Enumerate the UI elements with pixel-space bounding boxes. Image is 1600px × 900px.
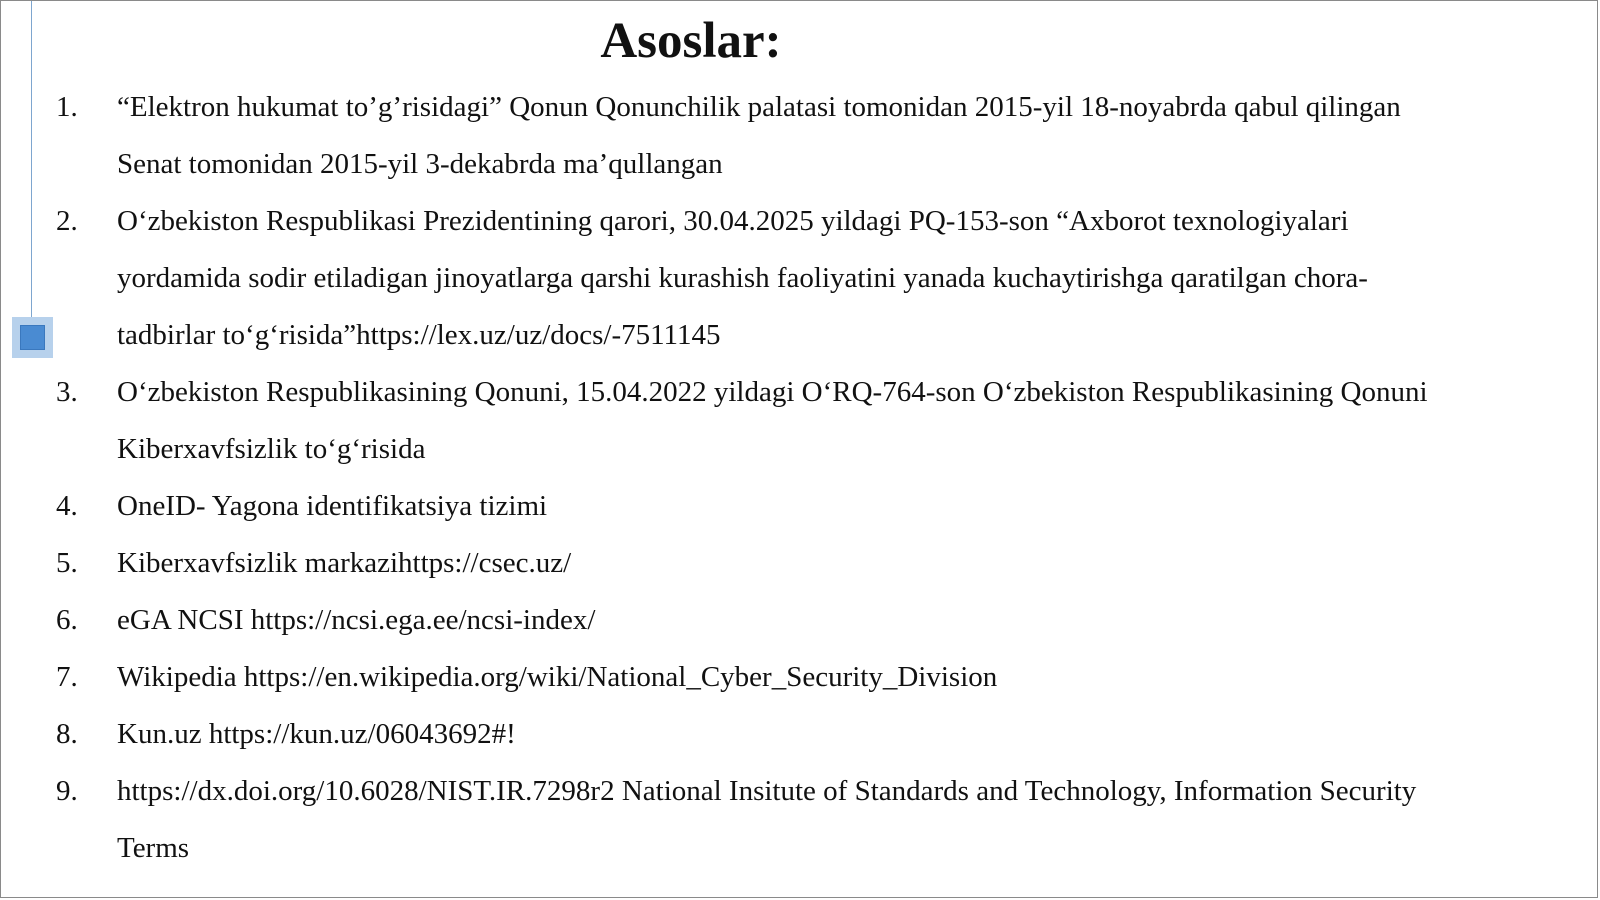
list-item-line: Terms <box>117 832 190 864</box>
list-item-text <box>117 763 1556 877</box>
list-item-line: OneID- Yagona identifikatsiya tizimi <box>117 490 548 522</box>
slide-title: Asoslar: <box>600 13 782 69</box>
list-item-number: 3. <box>56 376 78 408</box>
list-item <box>56 649 1556 706</box>
list-item-link-line[interactable]: eGA NCSI https://ncsi.ega.ee/ncsi-index/ <box>117 604 596 636</box>
list-item-link-line[interactable]: Kun.uz https://kun.uz/06043692#! <box>117 718 516 750</box>
list-item-text <box>117 79 1556 193</box>
resize-handle-square-icon[interactable] <box>20 325 45 350</box>
list-item-text <box>117 649 1556 706</box>
list-item-number: 1. <box>56 91 78 123</box>
list-item-text <box>117 364 1556 478</box>
list-item-number: 6. <box>56 604 78 636</box>
list-item-line: O‘zbekiston Respublikasi Prezidentining qarori, 30.04.2025 yildagi PQ-153-son “Axborot texnologiyalari <box>117 205 1349 237</box>
list-item-line: “Elektron hukumat to’g’risidagi” Qonun Qonunchilik palatasi tomonidan 2015-yil 18-noyabrda qabul qilingan <box>117 91 1401 123</box>
list-item-link-line[interactable]: Wikipedia https://en.wikipedia.org/wiki/National_Cyber_Security_Division <box>117 661 998 693</box>
list-item <box>56 592 1556 649</box>
list-item-line: O‘zbekiston Respublikasining Qonuni, 15.04.2022 yildagi O‘RQ-764-son O‘zbekiston Respublikasining Qonuni <box>117 376 1428 408</box>
list-item-line: Senat tomonidan 2015-yil 3-dekabrda ma’qullangan <box>117 148 723 180</box>
list-item-link-line[interactable]: Kiberxavfsizlik markazihttps://csec.uz/ <box>117 547 572 579</box>
list-item-text <box>117 535 1556 592</box>
resize-handle[interactable] <box>12 317 53 358</box>
list-item-number: 2. <box>56 205 78 237</box>
list-item-text <box>117 478 1556 535</box>
list-item-number: 9. <box>56 775 78 807</box>
list-item <box>56 193 1556 364</box>
list-item-line[interactable]: tadbirlar to‘g‘risida”https://lex.uz/uz/docs/-7511145 <box>117 319 721 351</box>
list-item <box>56 763 1556 877</box>
list-item-number: 5. <box>56 547 78 579</box>
list-item-line: Kiberxavfsizlik to‘g‘risida <box>117 433 426 465</box>
list-item-text <box>117 592 1556 649</box>
list-item-number: 8. <box>56 718 78 750</box>
list-item <box>56 79 1556 193</box>
list-item <box>56 364 1556 478</box>
list-item <box>56 535 1556 592</box>
list-item <box>56 478 1556 535</box>
list-item-line: yordamida sodir etiladigan jinoyatlarga qarshi kurashish faoliyatini yanada kuchaytirishga qaratilgan chora- <box>117 262 1368 294</box>
list-item-text <box>117 706 1556 763</box>
list-item-text <box>117 193 1556 364</box>
list-item <box>56 706 1556 763</box>
list-item-number: 7. <box>56 661 78 693</box>
reference-list <box>56 79 1556 877</box>
list-item-number: 4. <box>56 490 78 522</box>
list-item-link-line[interactable]: https://dx.doi.org/10.6028/NIST.IR.7298r2 National Insitute of Standards and Technology, Information Security <box>117 775 1417 807</box>
